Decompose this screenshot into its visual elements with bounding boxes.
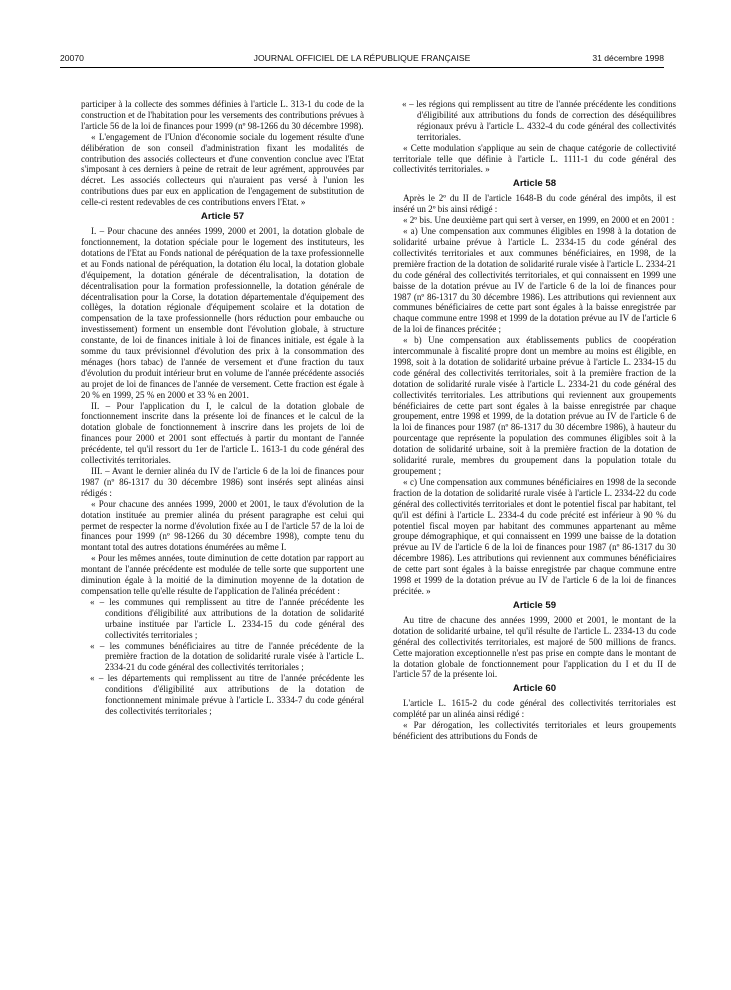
article-57-heading: Article 57 bbox=[200, 211, 245, 223]
paragraph: « 2º bis. Une deuxième part qui sert à verser, en 1999, en 2000 et en 2001 : bbox=[403, 215, 675, 226]
paragraph: « a) Une compensation aux communes éligibles en 1998 à la dotation de solidarité urbaine prévue à l'article L. 2334-15 du code général des collectivités territoriales et aux communes bénéficiaires, en 1998, de la première fraction de la dotation de solidarité rurale visée à l'article L. 2334-21 du code général des collectivités territoriales, et qui connaissent en 1999 une baisse de la dotation prévue au IV de l'article 6 de la loi de finances pour 1987 (nº 86-1317 du 30 décembre 1986). Les attributions qui reviennent aux communes bénéficiaires de cette part sont égales à la baisse enregistrée par chaque commune entre 1998 et 1999 de la dotation prévue au IV de l'article 6 de la loi de finances précitée ; bbox=[393, 226, 676, 335]
list-item: « – les communes bénéficiaires au titre de l'année précédente de la première fraction de la dotation de solidarité rurale visée à l'article L. 2334-21 du code général des collectivités territoriales ; bbox=[90, 640, 364, 673]
article-60-heading: Article 60 bbox=[512, 683, 557, 695]
header-rule bbox=[60, 67, 664, 68]
list-item: « – les départements qui remplissent au titre de l'année précédente les conditions d'éligibilité aux attributions de la dotation de fonctionnement minimale prévue à l'article L. 3334-7 du code général des collectivités territoriales ; bbox=[90, 673, 364, 716]
paragraph: « b) Une compensation aux établissements publics de coopération intercommunale à fiscalité propre dont un membre au moins est éligible, en 1998, soit à la dotation de solidarité urbaine prévue à l'article L. 2334-15 du code général des collectivités territoriales, soit à la première fraction de la dotation de solidarité rurale visée à l'article L. 2334-21 du code général des collectivités territoriales. Les attributions qui reviennent aux groupements bénéficiaires de cette part sont égales à la baisse enregistrée par chaque groupement, entre 1998 et 1999, de la dotation prévue au IV de l'article 6 de la loi de finances pour 1987 (nº 86-1317 du 30 décembre 1986), à hauteur du pourcentage que représente la population des communes éligibles soit à la dotation de solidarité urbaine, soit à la première fraction de la dotation de solidarité rurale, membres du groupement dans la population totale du groupement ; bbox=[393, 335, 676, 476]
paragraph: III. – Avant le dernier alinéa du IV de l'article 6 de la loi de finances pour 1987 (nº 86-1317 du 30 décembre 1986) sont insérés sept alinéas ainsi rédigés : bbox=[81, 466, 364, 498]
paragraph: « Cette modulation s'applique au sein de chaque catégorie de collectivité territoriale telle que définie à l'article L. 1111-1 du code général des collectivités territoriales. » bbox=[393, 142, 676, 175]
paragraph: « Pour les mêmes années, toute diminution de cette dotation par rapport au montant de l'année précédente est modulée de telle sorte que supportent une diminution égale à la moitié de la diminution moyenne de la dotation de compensation telle qu'elle résulte de l'application de l'alinéa précédent : bbox=[81, 553, 364, 596]
article-58-heading: Article 58 bbox=[512, 178, 557, 190]
paragraph: Au titre de chacune des années 1999, 2000 et 2001, le montant de la dotation de solidarité urbaine, tel qu'il résulte de l'article L. 2334-13 du code général des collectivités territoriales, est majoré de 500 millions de francs. Cette majoration exceptionnelle n'est pas prise en compte dans le montant de la dotation globale de fonctionnement pour l'application du I et du II de l'article 57 de la présente loi. bbox=[393, 614, 676, 680]
paragraph: II. – Pour l'application du I, le calcul de la dotation globale de fonctionnement inscrite dans la présente loi de finances et le calcul de la dotation globale de fonctionnement à inscrire dans les projets de loi de finances pour 2000 et 2001 sont effectués à partir du montant de l'année précédente, tel qu'il ressort du 1er de l'article L. 1613-1 du code général des collectivités territoriales. bbox=[81, 400, 364, 466]
page-header bbox=[60, 53, 664, 65]
left-column bbox=[81, 99, 364, 717]
paragraph: « Pour chacune des années 1999, 2000 et 2001, le taux d'évolution de la dotation instituée au premier alinéa du présent paragraphe est celui qui permet de respecter la norme d'évolution fixée au I de l'article 57 de la loi de finances pour 1999 (nº 98-1266 du 30 décembre 1998), compte tenu du montant total des autres dotations énumérées au même I. bbox=[81, 498, 364, 553]
paragraph: « Par dérogation, les collectivités territoriales et leurs groupements bénéficient des attributions du Fonds de bbox=[393, 720, 676, 742]
paragraph: Après le 2º du II de l'article 1648-B du code général des impôts, il est inséré un 2º bis ainsi rédigé : bbox=[393, 193, 676, 215]
paragraph: participer à la collecte des sommes définies à l'article L. 313-1 du code de la construction et de l'habitation pour les versements des contributions prévues à l'article 56 de la loi de finances pour 1999 (nº 98-1266 du 30 décembre 1998). bbox=[81, 99, 364, 131]
journal-title: JOURNAL OFFICIEL DE LA RÉPUBLIQUE FRANÇAISE bbox=[253, 53, 471, 63]
paragraph: I. – Pour chacune des années 1999, 2000 et 2001, la dotation globale de fonctionnement, la dotation spéciale pour le logement des instituteurs, les dotations de l'Etat au Fonds national de péréquation de la taxe professionnelle et au Fonds national de péréquation, la dotation élu local, la dotation globale d'équipement, la dotation générale de décentralisation, la dotation de décentralisation pour la formation professionnelle, la dotation générale de décentralisation pour la Corse, la dotation départementale d'équipement des collèges, la dotation régionale d'équipement scolaire et la dotation de compensation de la taxe professionnelle (hors réduction pour embauche ou investissement) forment un ensemble dont l'évolution globale, à structure constante, de loi de finances initiale à loi de finances initiale, est égale à la somme du taux prévisionnel d'évolution des prix à la consommation des ménages (hors tabac) de l'année de versement et d'une fraction du taux d'évolution du produit intérieur brut en volume de l'année précédente associés au projet de loi de finances de l'année de versement. Cette fraction est égale à 20 % en 1999, 25 % en 2000 et 33 % en 2001. bbox=[81, 226, 364, 400]
page-number: 20070 bbox=[60, 53, 84, 63]
publication-date: 31 décembre 1998 bbox=[592, 53, 664, 63]
paragraph: L'article L. 1615-2 du code général des collectivités territoriales est complété par un alinéa ainsi rédigé : bbox=[393, 698, 676, 720]
list-item: « – les communes qui remplissent au titre de l'année précédente les conditions d'éligibilité aux attributions de la dotation de solidarité urbaine instituée par l'article L. 2334-15 du code général des collectivités territoriales ; bbox=[90, 596, 364, 640]
paragraph: « c) Une compensation aux communes bénéficiaires en 1998 de la seconde fraction de la dotation de solidarité rurale visée à l'article L. 2334-22 du code général des collectivités territoriales et dont le potentiel fiscal par habitant, tel qu'il est défini à l'article L. 2334-4 du code précité est inférieur à 90 % du potentiel fiscal moyen par habitant des communes appartenant au même groupe démographique, et qui connaissent en 1999 une baisse de la dotation prévue au IV de l'article 6 de la loi de finances pour 1987 (nº 86-1317 du 30 décembre 1986). Les attributions qui reviennent aux communes bénéficiaires de cette part sont égales à la baisse enregistrée par chaque commune entre 1998 et 1999 de la dotation prévue au IV de l'article 6 de la loi de finances précitée. » bbox=[393, 476, 676, 596]
list-item: « – les régions qui remplissent au titre de l'année précédente les conditions d'éligibilité aux attributions du fonds de correction des déséquilibres régionaux prévu à l'article L. 4332-4 du code général des collectivités territoriales. bbox=[402, 99, 676, 142]
paragraph: « L'engagement de l'Union d'économie sociale du logement résulte d'une délibération de son conseil d'administration fixant les modalités de contribution des associés collecteurs et d'une convention conclue avec l'Etat s'imposant à ces derniers à peine de retrait de leur agrément, approuvées par décret. Les associés collecteurs qui n'auraient pas versé à l'union les contributions dues par eux en application de l'engagement de substitution de celle-ci restent redevables de ces contributions envers l'Etat. » bbox=[81, 131, 364, 208]
article-59-heading: Article 59 bbox=[512, 599, 557, 611]
right-column bbox=[393, 99, 676, 742]
